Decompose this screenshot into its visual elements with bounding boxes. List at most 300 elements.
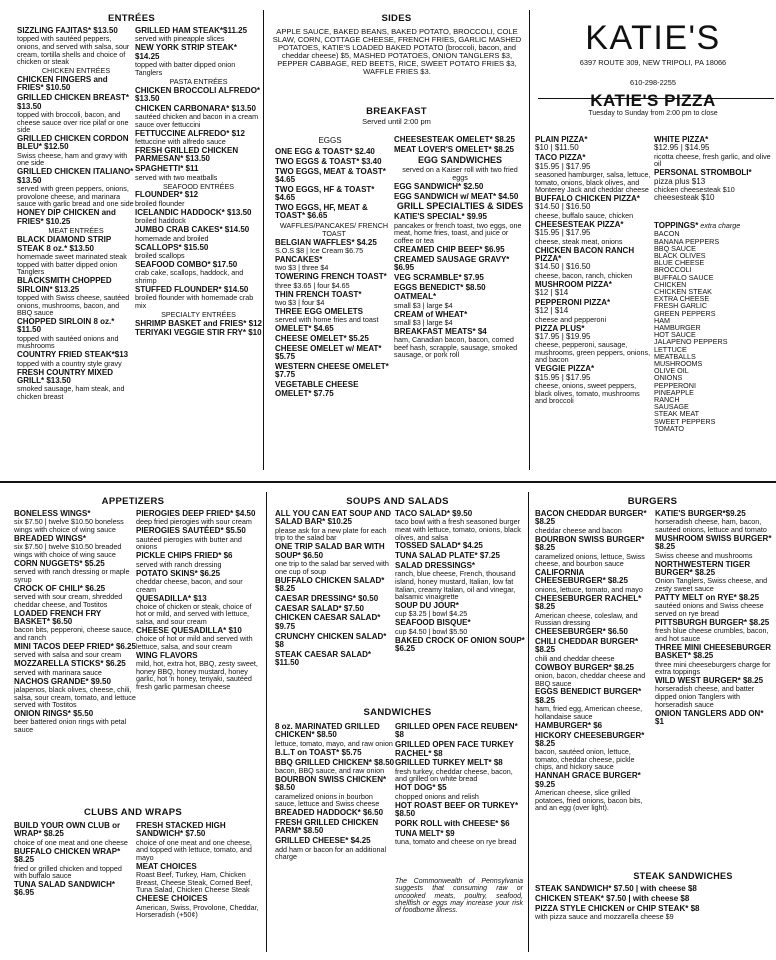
pizza-hours: Tuesday to Sunday from 2:00 pm to close [588,110,718,117]
menu-item-price: $12 | $14 [535,306,569,316]
menu-item-description: horseradish cheese, ham, bacon, sautéed onions, lettuce and tomato [655,517,767,534]
menu-item-description: small $3 | large $4 [394,300,453,310]
menu-item-name: SIZZLING FAJITAS* $13.50 [17,26,118,35]
menu-item-description: taco bowl with a fresh seasoned burger meat with lettuce, tomato, onions, black olives, and salsa [395,517,521,542]
menu-item-name: TWO EGGS, HF, MEAT & TOAST* $6.65 [275,202,368,221]
menu-item-name: PIZZA STYLE CHICKEN or CHIP STEAK* $8 [535,903,700,913]
divider-horizontal [0,481,776,483]
menu-item-name: CROCK OF CHILI* $6.25 [14,583,106,593]
topping-item: SWEET PEPPERS [654,416,716,426]
menu-item [275,158,393,166]
menu-item [135,261,262,285]
menu-item [394,193,526,201]
appetizers-column-2 [136,510,263,692]
breakfast-title: BREAKFAST [366,106,427,117]
menu-item [535,638,653,662]
menu-item-price: $15.95 | $17.95 [535,228,591,238]
menu-item-name: CHILI CHEDDAR BURGER* $8.25 [535,636,639,655]
menu-item-name: CREAMED SAUSAGE GRAVY* $6.95 [394,254,510,272]
topping-item: BLUE CHEESE [654,258,705,268]
menu-item [655,594,774,618]
menu-item-description: seasoned hamburger, salsa, lettuce, tomato, onions, black olives, and Monterey Jack and cheddar cheese [535,169,651,195]
menu-item [14,848,136,880]
menu-item-description: lettuce, tomato, mayo, and raw onion [275,738,393,748]
menu-item-name: CHEESE CHOICES [136,894,208,904]
menu-item [394,213,526,244]
menu-item [535,722,653,730]
menu-item [655,644,774,676]
pizza-title: KATIE'S PIZZA [590,91,716,110]
menu-item-name: TWO EGGS, MEAT & TOAST* $4.65 [275,166,386,184]
menu-item [395,552,526,560]
menu-item [135,209,262,225]
menu-item [395,602,526,618]
menu-item [275,651,395,668]
topping-item: MEATBALLS [654,351,696,361]
menu-item [275,749,395,757]
menu-item-description: ham, fried egg, American cheese, hollandaise sauce [535,704,643,721]
menu-item [136,510,263,526]
menu-item [535,895,775,903]
menu-item-name: CHICKEN STEAK* $7.50 | with cheese $8 [535,893,690,903]
menu-item [395,741,526,758]
menu-item-description: onion, bacon, cheddar cheese and BBQ sauce [535,670,646,688]
menu-item-description: broiled flounder with homemade crab mix [135,293,254,310]
soups-column-1 [275,510,395,669]
menu-item [17,277,135,316]
menu-item-description: choice of chicken or steak, choice of hot or mild, and served with lettuce, salsa, and sour cream [136,601,252,627]
menu-item-name: EGG SANDWICH* $2.50 [394,181,484,191]
topping-item: HAM [654,315,670,325]
menu-item-description: sautéed chicken and bacon in a cream sauce over fettuccini [135,112,259,129]
menu-item-description: served with two meatballs [135,172,218,182]
menu-item [654,169,774,202]
menu-item-name: VEGETABLE CHEESE OMELET* $7.75 [275,380,359,398]
menu-item-name: CHICKEN FINGERS and FRIES* $10.50 [17,74,108,93]
menu-item-name: BELGIAN WAFFLES* $4.25 [275,237,377,247]
menu-item-name: BOURBON SWISS BURGER* $8.25 [535,534,645,553]
menu-item-name: BLACK DIAMOND STRIP STEAK 8 oz.* $13.50 [17,235,112,253]
pizza-column-2 [654,136,774,203]
menu-item-name: EGGS BENEDICT* $8.50 [394,282,486,292]
menu-item [17,236,135,275]
food-safety-notice: The Commonwealth of Pennsylvania suggests that consuming raw or uncooked meats, poultry, seafood, shellfish or eggs may increase your risk of foodborne illness. [395,878,523,915]
topping-item: BANANA PEPPERS [654,236,720,246]
menu-item-name: CHEESE QUESADILLA* $10 [136,625,242,635]
topping-item: EXTRA CHEESE [654,294,710,304]
menu-item-description: served with pineapple slices [135,34,225,44]
menu-item-description: cheddar cheese and bacon [535,525,622,535]
menu-item [394,284,526,292]
menu-item-description: S.O.S $8 | Ice Cream $6.75 [275,245,364,255]
menu-item [14,710,136,734]
menu-item [395,562,526,601]
menu-item [535,281,653,298]
menu-item-name: PITTSBURGH BURGER* $8.25 [655,617,770,627]
menu-item [535,195,653,219]
menu-item [136,895,263,919]
menu-item-name: GRILLED OPEN FACE TURKEY RACHEL* $8 [395,740,514,758]
menu-item-name: HONEY DIP CHICKEN and FRIES* $10.25 [17,208,116,226]
menu-item-name: CHICKEN CARBONARA* $13.50 [135,103,256,113]
menu-item-name: PATTY MELT on RYE* $8.25 [655,592,760,602]
menu-item-name: GRILLED CHICKEN CORDON BLEU* $12.50 [17,134,129,152]
menu-item [275,819,395,836]
menu-item-name: FRESH GRILLED CHICKEN PARM* $8.50 [275,817,379,836]
menu-item-name: TERIYAKI VEGGIE STIR FRY* $10 [135,328,262,338]
menu-item [394,166,526,181]
menu-item-name: GRILLED CHICKEN BREAST* $13.50 [17,93,130,111]
topping-item: CHICKEN STEAK [654,287,712,297]
clubs-column-2 [136,822,263,920]
menu-item-name: BUFFALO CHICKEN SALAD* $8.25 [275,575,385,593]
menu-item [275,381,393,398]
menu-item-name: MUSHROOM SWISS BURGER* $8.25 [655,533,772,552]
menu-item [394,256,526,273]
menu-item-description: served with home fries and toast [275,315,379,325]
menu-item [17,369,135,401]
menu-item-description: cheese, bacon, ranch, chicken [535,270,633,280]
menu-item-name: BACON CHEDDAR BURGER* $8.25 [535,509,647,527]
menu-item-description: topped with broccoli, bacon, and cheese sauce over rice pilaf or one side [17,109,129,135]
menu-item-name: HOT ROAST BEEF OR TURKEY* $8.50 [395,800,519,818]
menu-item [394,311,526,327]
menu-item-description: Swiss cheese, ham and gravy with one side [17,150,128,168]
appetizers-column-1 [14,510,136,735]
menu-item-name: NORTHWESTERN TIGER BURGER* $8.25 [655,559,751,578]
menu-item [395,784,526,800]
divider-top-vertical-1 [263,10,264,470]
menu-item-name: B.L.T on TOAST* $5.75 [275,747,362,757]
menu-item-name: BUILD YOUR OWN CLUB or WRAP* $8.25 [14,821,121,839]
menu-item [535,510,653,534]
menu-item [135,130,262,146]
menu-item-name: BLACKSMITH CHOPPED SIRLOIN* $13.25 [17,276,112,294]
menu-item-description: ranch, blue cheese, French, thousand island, honey mustard, Italian, low fat Italian, creamy Italian, oil and vinegar, balsamic vinaigrette [395,569,516,602]
menu-item-name: ONION RINGS* $5.50 [14,709,94,719]
menu-item-description: fettuccine with alfredo sauce [135,137,226,147]
menu-item [275,363,393,380]
menu-item-name: BBQ GRILLED CHICKEN* $8.50 [275,757,395,767]
menu-item [275,510,395,542]
menu-item-name: BREADED WINGS* [14,533,87,543]
subsection-heading: WAFFLES/PANCAKES/ FRENCH TOAST [279,221,389,238]
menu-item-description: cup $3.25 | bowl $4.25 [395,609,468,619]
menu-item-description: served with sour cream, shredded cheddar cheese, and Tostitos [14,592,123,609]
menu-item [275,222,393,237]
menu-item [275,577,395,594]
menu-item-name: SEAFOOD COMBO* $17.50 [135,259,238,269]
menu-item-description: American cheese, slice grilled potatoes, fried onions, bacon bits, and an egg (over light). [535,788,643,813]
menu-item [655,561,774,593]
menu-item [535,221,653,245]
menu-item-name: FRESH GRILLED CHICKEN PARMESAN* $13.50 [135,146,239,164]
entrees-column-2 [135,27,262,339]
menu-item-name: ONE EGG & TOAST* $2.40 [275,147,375,156]
menu-item-price: $14.50 | $16.50 [535,202,591,212]
menu-item-description: choice of one meat and one cheese [14,837,128,847]
menu-item-name: WHITE PIZZA* [654,135,709,144]
menu-item-name: CREAM of WHEAT* [394,309,468,319]
menu-item-name: POTATO SKINS* $6.25 [136,568,221,578]
subsection-heading: CHICKEN ENTRÉES [41,66,111,76]
menu-item-name: EGG SANDWICH w/ MEAT* $4.50 [394,191,519,201]
menu-item [394,293,526,309]
menu-item-name: WING FLAVORS [136,650,198,660]
menu-item-description: two $3 | four $4 [275,298,325,308]
menu-item [275,605,395,613]
menu-item-name: STEAK CAESAR SALAD* $11.50 [275,649,372,668]
menu-item [275,809,395,817]
menu-item [394,246,526,254]
menu-item [135,147,262,164]
menu-item [136,595,263,626]
menu-item-description: chicken cheesesteak $10 [654,185,735,195]
menu-item-description: cheese, buffalo sauce, chicken [535,210,634,220]
menu-item-name: CHICKEN CAESAR SALAD* $9.75 [275,613,381,631]
menu-item [275,543,395,575]
menu-item-description: horseradish cheese, and batter dipped onion Tanglers with horseradish sauce [655,684,755,709]
topping-item: RANCH [654,395,680,405]
menu-item [655,677,774,708]
menu-item-name: TWO EGGS, HF & TOAST* $4.65 [275,184,375,203]
menu-item [275,335,393,343]
menu-item-name: MINI TACOS DEEP FRIED* $6.25 [14,641,136,651]
menu-item-name: KATIE'S BURGER*$9.25 [655,509,746,518]
section-heading: EGG SANDWICHES [417,154,502,165]
topping-item: CHICKEN [654,279,687,289]
menu-item-name: BONELESS WINGS* [14,509,91,518]
menu-item-name: CRUNCHY CHICKEN SALAD* $8 [275,631,387,649]
menu-item-description: Swiss cheese and mushrooms [655,550,753,560]
restaurant-address: 6397 ROUTE 309, NEW TRIPOLI, PA 18066 [579,58,727,67]
menu-item [535,569,653,593]
menu-item-name: CHICKEN BROCCOLI ALFREDO* $13.50 [135,85,261,103]
menu-item [17,67,135,75]
soups-column-2 [395,510,526,655]
menu-item [14,881,136,898]
sides-title: SIDES [381,13,412,24]
menu-item-name: FLOUNDER* $12 [135,190,199,200]
clubs-title: CLUBS AND WRAPS [83,807,183,818]
menu-item [275,633,395,650]
menu-item-name: PORK ROLL with CHEESE* $6 [395,818,510,828]
menu-item-name: THREE EGG OMELETS [275,306,364,316]
menu-item [135,78,262,86]
menu-item [535,365,653,404]
toppings-note: extra charge [698,221,741,230]
menu-item-name: EGGS BENEDICT BURGER* $8.25 [535,687,642,705]
topping-item: HOT SAUCE [654,330,696,340]
menu-item-name: PEPPERONI PIZZA* [535,297,611,307]
divider-bottom-vertical-2 [528,492,529,952]
menu-item-description: broiled haddock [135,216,186,226]
topping-item: BBQ SAUCE [654,243,696,253]
menu-item-description: beer battered onion rings with petal sauce [14,717,127,735]
menu-item [17,27,135,66]
menu-item-name: HAMBURGER* $6 [535,720,603,730]
menu-item [535,905,775,921]
menu-item-name: CHEESESTEAK OMELET* $8.25 [394,135,515,144]
menu-item-name: VEG SCRAMBLE* $7.95 [394,272,484,282]
menu-item-name: BAKED CROCK OF ONION SOUP* $6.25 [395,635,525,654]
menu-item-name: TUNA SALAD SANDWICH* $6.95 [14,880,116,898]
menu-item-description: cup $4.50 | bowl $5.50 [395,626,468,636]
menu-item-name: SALAD DRESSINGS* [395,561,476,571]
menu-item [275,595,395,603]
menu-item-description: caramelized onions in bourbon sauce, lettuce and Swiss cheese [275,791,380,809]
menu-item [655,510,774,534]
menu-item [395,619,526,635]
menu-item-description: chopped onions and relish [395,791,479,801]
menu-item-name: GRILLED CHICKEN ITALIANO* $13.50 [17,167,134,185]
menu-item-name: GRILLED CHEESE* $4.25 [275,836,371,846]
topping-item: GREEN PEPPERS [654,308,716,318]
menu-item [136,527,263,551]
menu-item-description: cheese and pepperoni [535,314,607,324]
menu-item [135,87,262,104]
menu-item-description: two $3 | three $4 [275,263,329,273]
menu-item-name: SHRIMP BASKET and FRIES* $12 [135,318,262,328]
menu-item [14,610,136,642]
subsection-heading: SPECIALTY ENTRÉES [161,309,236,319]
menu-item-description: tuna, tomato and cheese on rye bread [395,836,517,846]
menu-item-name: 8 oz. MARINATED GRILLED CHICKEN* $8.50 [275,722,380,740]
menu-item [394,183,526,191]
menu-item-name: NACHOS GRANDE* $9.50 [14,676,111,686]
menu-item-name: CHEESEBURGER RACHEL* $8.25 [535,593,642,612]
topping-item: BROCCOLI [654,265,692,275]
menu-item-description: please ask for a new plate for each trip to the salad bar [275,525,387,543]
menu-item-name: STEAK SANDWICH* $7.50 | with cheese $8 [535,884,697,893]
menu-item-name: CHICKEN BACON RANCH PIZZA* [535,245,635,263]
menu-item-name: CREAMED CHIP BEEF* $6.95 [394,244,505,254]
menu-item-name: VEGGIE PIZZA* [535,364,595,374]
menu-item [535,136,653,153]
menu-item [275,776,395,808]
menu-item-description: onions, lettuce, tomato, and mayo [535,584,643,594]
menu-item [14,535,136,559]
menu-item [17,227,135,235]
menu-item-name: CALIFORNIA CHEESEBURGER* $8.25 [535,568,628,586]
menu-item-price: $14.50 | $16.50 [535,262,591,272]
menu-item [135,320,262,328]
menu-item [275,723,395,747]
menu-item-name: FETTUCCINE ALFREDO* $12 [135,128,245,138]
menu-item [394,274,526,282]
subsection-heading: MEAT ENTRÉES [48,226,104,236]
menu-item-description: three mini cheeseburgers charge for extra toppings [655,659,771,677]
menu-item [275,345,393,362]
breakfast-column-1 [275,148,393,399]
menu-item [17,168,135,207]
menu-item [14,643,136,659]
menu-item-name: PICKLE CHIPS FRIED* $6 [136,551,233,561]
topping-item: LETTUCE [654,344,687,354]
menu-item [655,619,774,643]
menu-item-name: CHEESE OMELET* $5.25 [275,334,369,344]
menu-item-description: caramelized onions, lettuce, Swiss cheese, and bourbon sauce [535,551,645,569]
burgers-column-2 [655,510,774,728]
menu-item-description: choice of one meat and one cheese, and topped with lettuce, tomato, and mayo [136,837,252,862]
menu-item-description: topped with sautéed onions and mushrooms [17,333,119,351]
entrees-column-1 [17,27,135,402]
sides-list: APPLE SAUCE, BAKED BEANS, BAKED POTATO, BROCCOLI, COLE SLAW, CORN, COTTAGE CHEESE, FRENCH FRIES, GARLIC MASHED POTATOES, KATIE'S LOADED BAKED POTATO (broccoli, bacon, and cheddar cheese) $5, MASHED POTATOES, ONION TANGLERS $3, PEPPER CABBAGE, RED BEETS, RICE, SWEET POTATO FRIES $3, WAFFLE FRIES $3. [272,27,522,77]
menu-item-description: served on a Kaiser roll with two fried eggs [402,165,518,182]
menu-item-name: TACO SALAD* $9.50 [395,509,473,518]
menu-item [275,186,393,203]
menu-item-name: HANNAH GRACE BURGER* $9.25 [535,771,641,789]
menu-item-name: ICELANDIC HADDOCK* $13.50 [135,207,252,217]
subsection-heading: PASTA ENTRÉES [169,76,228,86]
menu-item-name: TUNA SALAD PLATE* $7.25 [395,551,500,561]
menu-item-name: TUNA MELT* $9 [395,828,455,838]
menu-item-name: MEAT LOVER'S OMELET* $8.25 [394,144,514,154]
menu-item-name: SEAFOOD BISQUE* [395,618,471,628]
menu-item-description: cheese, steak meat, onions [535,236,623,246]
menu-item [395,759,526,783]
menu-item-description: ricotta cheese, fresh garlic, and olive oil [654,151,771,169]
menu-item-name: QUESADILLA* $13 [136,593,207,603]
restaurant-name: KATIE'S [585,19,721,57]
menu-item [394,328,526,359]
menu-item-description: sautéed onions and Swiss cheese served on rye bread [655,601,764,618]
menu-item-name: ONION TANGLERS ADD ON* $1 [655,708,764,726]
menu-item-description: one trip to the salad bar served with one cup of soup [275,559,389,576]
menu-item-name: SCALLOPS* $15.50 [135,242,209,252]
menu-item [394,146,526,154]
menu-item [535,154,653,193]
burgers-column-1 [535,510,653,813]
menu-item-name: WESTERN CHEESE OMELET* $7.75 [275,362,389,380]
menu-item-price: pizza plus $13 [654,176,706,186]
menu-item-name: MOZZARELLA STICKS* $6.25 [14,659,126,669]
menu-item [395,802,526,819]
menu-item-name: COUNTRY FRIED STEAK*$13 [17,350,129,360]
menu-item-description: six $7.50 | twelve $10.50 breaded wings with choice of wing sauce [14,542,122,559]
menu-item-name: ONE TRIP SALAD BAR WITH SOUP* $6.50 [275,542,385,560]
menu-item-description: fresh blue cheese crumbles, bacon, and hot sauce [655,626,769,643]
menu-item [135,105,262,129]
menu-item-description: homemade sweet marinated steak topped with batter dipped onion Tanglers [17,252,127,277]
menu-item-description: three $3.65 | four $4.65 [275,280,350,290]
menu-item [275,837,395,861]
menu-item [275,148,393,156]
menu-item-description: American, Swiss, Provolone, Cheddar, Horseradish (+50¢) [136,902,259,920]
menu-item-price: $15.95 | $17.95 [535,372,591,382]
section-heading: GRILL SPECIALTIES & SIDES [396,201,524,212]
menu-item-name: TOWERING FRENCH TOAST* [275,272,387,282]
steak-sandwiches-list [535,885,775,922]
menu-item [535,595,653,627]
menu-item [14,510,136,534]
breakfast-column-2 [394,136,526,360]
menu-item-name: THREE MINI CHEESEBURGER BASKET* $8.25 [655,642,772,661]
menu-item-name: CHEESESTEAK PIZZA* [535,219,624,229]
eggs-title: EGGS [318,136,342,145]
menu-item [135,165,262,181]
menu-item-name: LOADED FRENCH FRY BASKET* $6.50 [14,608,102,627]
menu-item-name: SOUP DU JOUR* [395,601,459,611]
menu-item-name: FRESH STACKED HIGH SANDWICH* $7.50 [136,821,226,839]
entrees-title: ENTRÉES [108,13,155,24]
menu-item-name: FRESH COUNTRY MIXED GRILL* $13.50 [17,367,114,386]
menu-item [535,732,653,771]
menu-item [14,678,136,709]
menu-item [535,247,653,280]
menu-item-description: pancakes or french toast, two eggs, one meat, home fries, toast, and juice or coffee or tea [394,220,522,245]
menu-item-name: BREADED HADDOCK* $6.50 [275,808,384,818]
